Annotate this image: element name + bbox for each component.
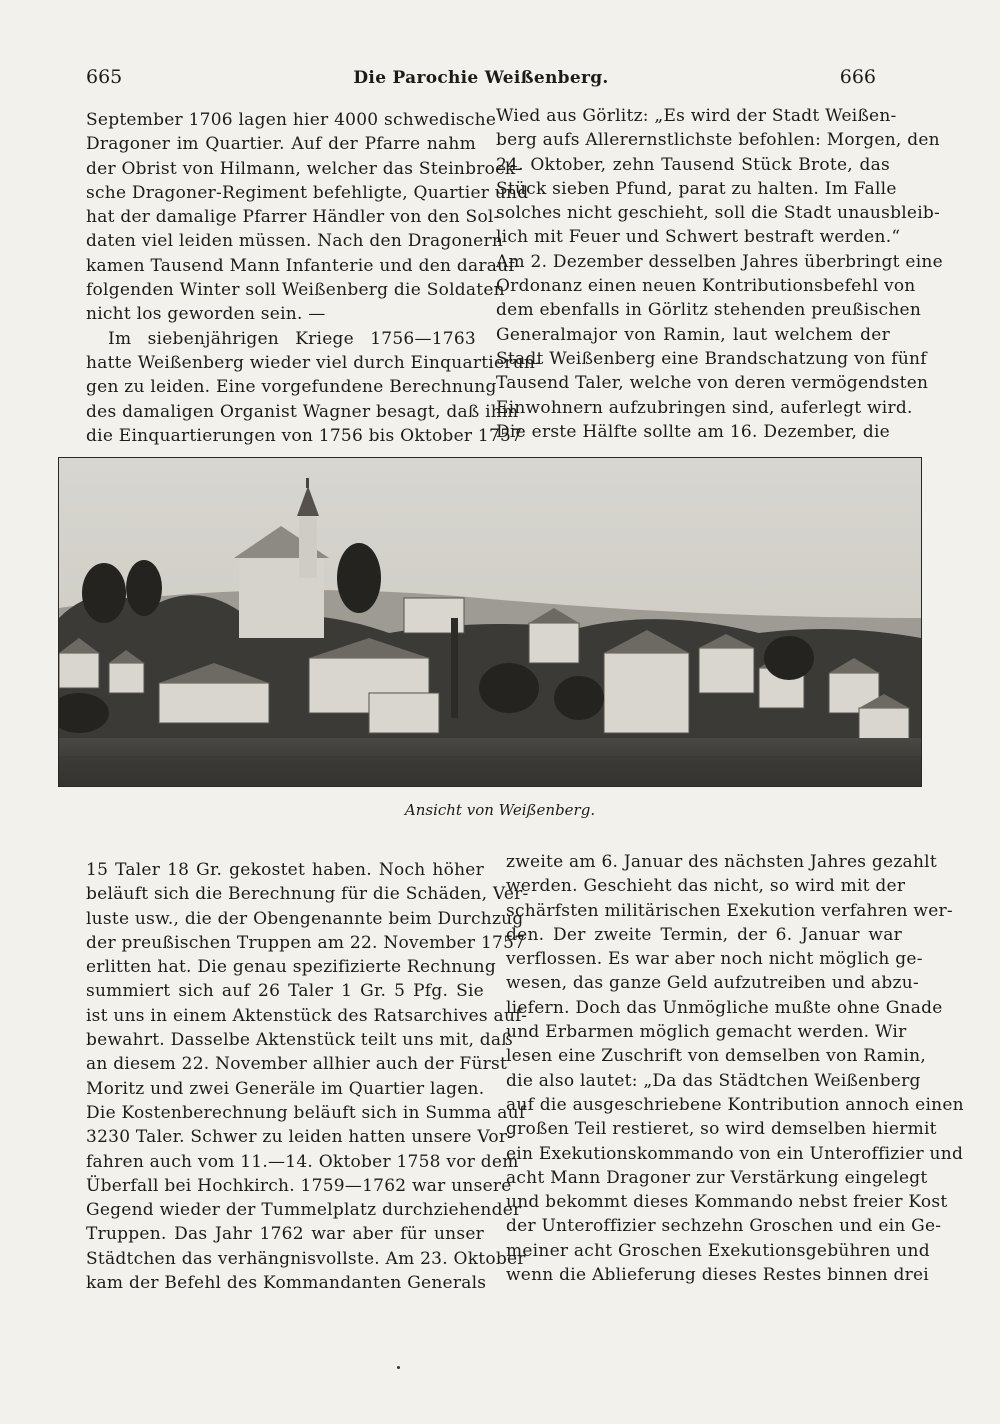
text-line: großen Teil restieret, so wird demselben hiermit: [506, 1119, 937, 1140]
text-line: Stadt Weißenberg eine Brandschatzung von fünf: [496, 348, 927, 369]
text-line: dem ebenfalls in Görlitz stehenden preußischen: [496, 300, 922, 321]
text-line: werden. Geschieht das nicht, so wird mit der: [506, 876, 906, 897]
text-line: beläuft sich die Berechnung für die Schäden, Ver-: [86, 884, 529, 905]
text-line: verflossen. Es war aber noch nicht möglich ge-: [506, 949, 923, 970]
text-line: nicht los geworden sein. —: [86, 304, 326, 325]
text-line: Städtchen das verhängnisvollste. Am 23. Oktober: [86, 1248, 526, 1269]
text-line: kam der Befehl des Kommandanten Generals: [86, 1273, 487, 1294]
running-title: Die Parochie Weißenberg.: [353, 68, 609, 88]
text-line: und Erbarmen möglich gemacht werden. Wir: [506, 1022, 907, 1043]
text-line: hat der damalige Pfarrer Händler von den Sol-: [86, 207, 500, 228]
text-line: Dragoner im Quartier. Auf der Pfarre nahm: [86, 134, 476, 155]
text-line: Stück sieben Pfund, parat zu halten. Im Falle: [496, 178, 897, 199]
figure-caption: Ansicht von Weißenberg.: [404, 801, 596, 819]
text-line: summiert sich auf 26 Taler 1 Gr. 5 Pfg. Sie: [86, 981, 484, 1002]
text-line: Wied aus Görlitz: „Es wird der Stadt Weißen-: [496, 106, 897, 126]
text-column-top-left: [86, 108, 542, 448]
text-line: folgenden Winter soll Weißenberg die Soldaten: [86, 280, 505, 301]
text-line: Am 2. Dezember desselben Jahres überbringt eine: [496, 251, 943, 272]
text-line: Moritz und zwei Generäle im Quartier lagen.: [86, 1078, 485, 1099]
text-line: erlitten hat. Die genau spezifizierte Rechnung: [86, 957, 496, 978]
text-line: wesen, das ganze Geld aufzutreiben und abzu-: [506, 973, 919, 994]
ink-speck: [397, 1366, 400, 1369]
text-column-bottom-left: [86, 858, 529, 1295]
text-column-bottom-right: [506, 850, 964, 1287]
text-line: lich mit Feuer und Schwert bestraft werden.“: [496, 227, 901, 248]
text-line: solches nicht geschieht, soll die Stadt unausbleib-: [496, 203, 941, 224]
text-line: Die Kostenberechnung beläuft sich in Summa auf: [86, 1102, 526, 1123]
text-line: der Unteroffizier sechzehn Groschen und ein Ge-: [506, 1216, 942, 1237]
text-line: Truppen. Das Jahr 1762 war aber für unser: [86, 1224, 484, 1245]
text-line: schärfsten militärischen Exekution verfahren wer-: [506, 900, 953, 921]
text-line: Gegend wieder der Tummelplatz durchziehender: [86, 1200, 522, 1221]
text-line: 15 Taler 18 Gr. gekostet haben. Noch höher: [86, 860, 484, 880]
text-line: Überfall bei Hochkirch. 1759—1762 war unsere: [86, 1175, 512, 1196]
text-line: acht Mann Dragoner zur Verstärkung eingelegt: [506, 1167, 928, 1188]
page-number-right: 666: [839, 66, 876, 88]
text-line: des damaligen Organist Wagner besagt, daß ihm: [86, 401, 519, 422]
text-line: Ordonanz einen neuen Kontributionsbefehl von: [496, 276, 916, 297]
text-line: gen zu leiden. Eine vorgefundene Berechnung: [86, 377, 497, 398]
text-line: und bekommt dieses Kommando nebst freier Kost: [506, 1192, 948, 1213]
text-line: die Einquartierungen von 1756 bis Oktober 1757: [86, 425, 523, 446]
text-line: luste usw., die der Obengenannte beim Durchzug: [86, 908, 524, 929]
text-line: Tausend Taler, welche von deren vermögendsten: [496, 373, 929, 394]
text-line: die also lautet: „Da das Städtchen Weißenberg: [506, 1070, 921, 1091]
text-line: 24. Oktober, zehn Tausend Stück Brote, das: [496, 154, 890, 175]
text-line: meiner acht Groschen Exekutionsgebühren und: [506, 1240, 930, 1261]
text-line: der Obrist von Hilmann, welcher das Steinbrock-: [86, 158, 522, 179]
text-line: kamen Tausend Mann Infanterie und den darauf-: [86, 255, 521, 276]
town-photograph: [58, 457, 922, 787]
text-line: sche Dragoner-Regiment befehligte, Quartier und: [86, 182, 529, 203]
text-line: liefern. Doch das Unmögliche mußte ohne Gnade: [506, 997, 943, 1018]
text-line: fahren auch vom 11.—14. Oktober 1758 vor dem: [86, 1151, 519, 1172]
text-line: zweite am 6. Januar des nächsten Jahres gezahlt: [506, 852, 937, 872]
text-line: daten viel leiden müssen. Nach den Dragonern: [86, 231, 504, 252]
text-line: Einwohnern aufzubringen sind, auferlegt wird.: [496, 397, 913, 418]
text-line: lesen eine Zuschrift von demselben von Ramin,: [506, 1046, 927, 1067]
page-header: [86, 58, 876, 88]
page-number-left: 665: [86, 66, 123, 88]
text-line: Die erste Hälfte sollte am 16. Dezember, die: [496, 421, 890, 442]
text-line: berg aufs Allerernstlichste befohlen: Morgen, den: [496, 130, 940, 151]
text-line: Generalmajor von Ramin, laut welchem der: [496, 324, 890, 345]
text-line: Im siebenjährigen Kriege 1756—1763: [108, 328, 476, 349]
text-line: den. Der zweite Termin, der 6. Januar war: [506, 924, 902, 945]
text-column-top-right: [496, 104, 943, 444]
text-line: der preußischen Truppen am 22. November 1757: [86, 932, 526, 953]
text-line: wenn die Ablieferung dieses Restes binnen drei: [506, 1265, 929, 1286]
text-line: ein Exekutionskommando von ein Unteroffizier und: [506, 1143, 964, 1164]
text-line: an diesem 22. November allhier auch der Fürst: [86, 1054, 508, 1075]
text-line: bewahrt. Dasselbe Aktenstück teilt uns mit, daß: [86, 1030, 513, 1051]
text-line: hatte Weißenberg wieder viel durch Einquartierun-: [86, 352, 542, 373]
text-line: auf die ausgeschriebene Kontribution annoch einen: [506, 1094, 964, 1115]
text-line: September 1706 lagen hier 4000 schwedische: [86, 110, 497, 130]
text-line: 3230 Taler. Schwer zu leiden hatten unsere Vor-: [86, 1127, 514, 1148]
photo-illustration: [59, 458, 921, 786]
text-line: ist uns in einem Aktenstück des Ratsarchives auf-: [86, 1005, 528, 1026]
